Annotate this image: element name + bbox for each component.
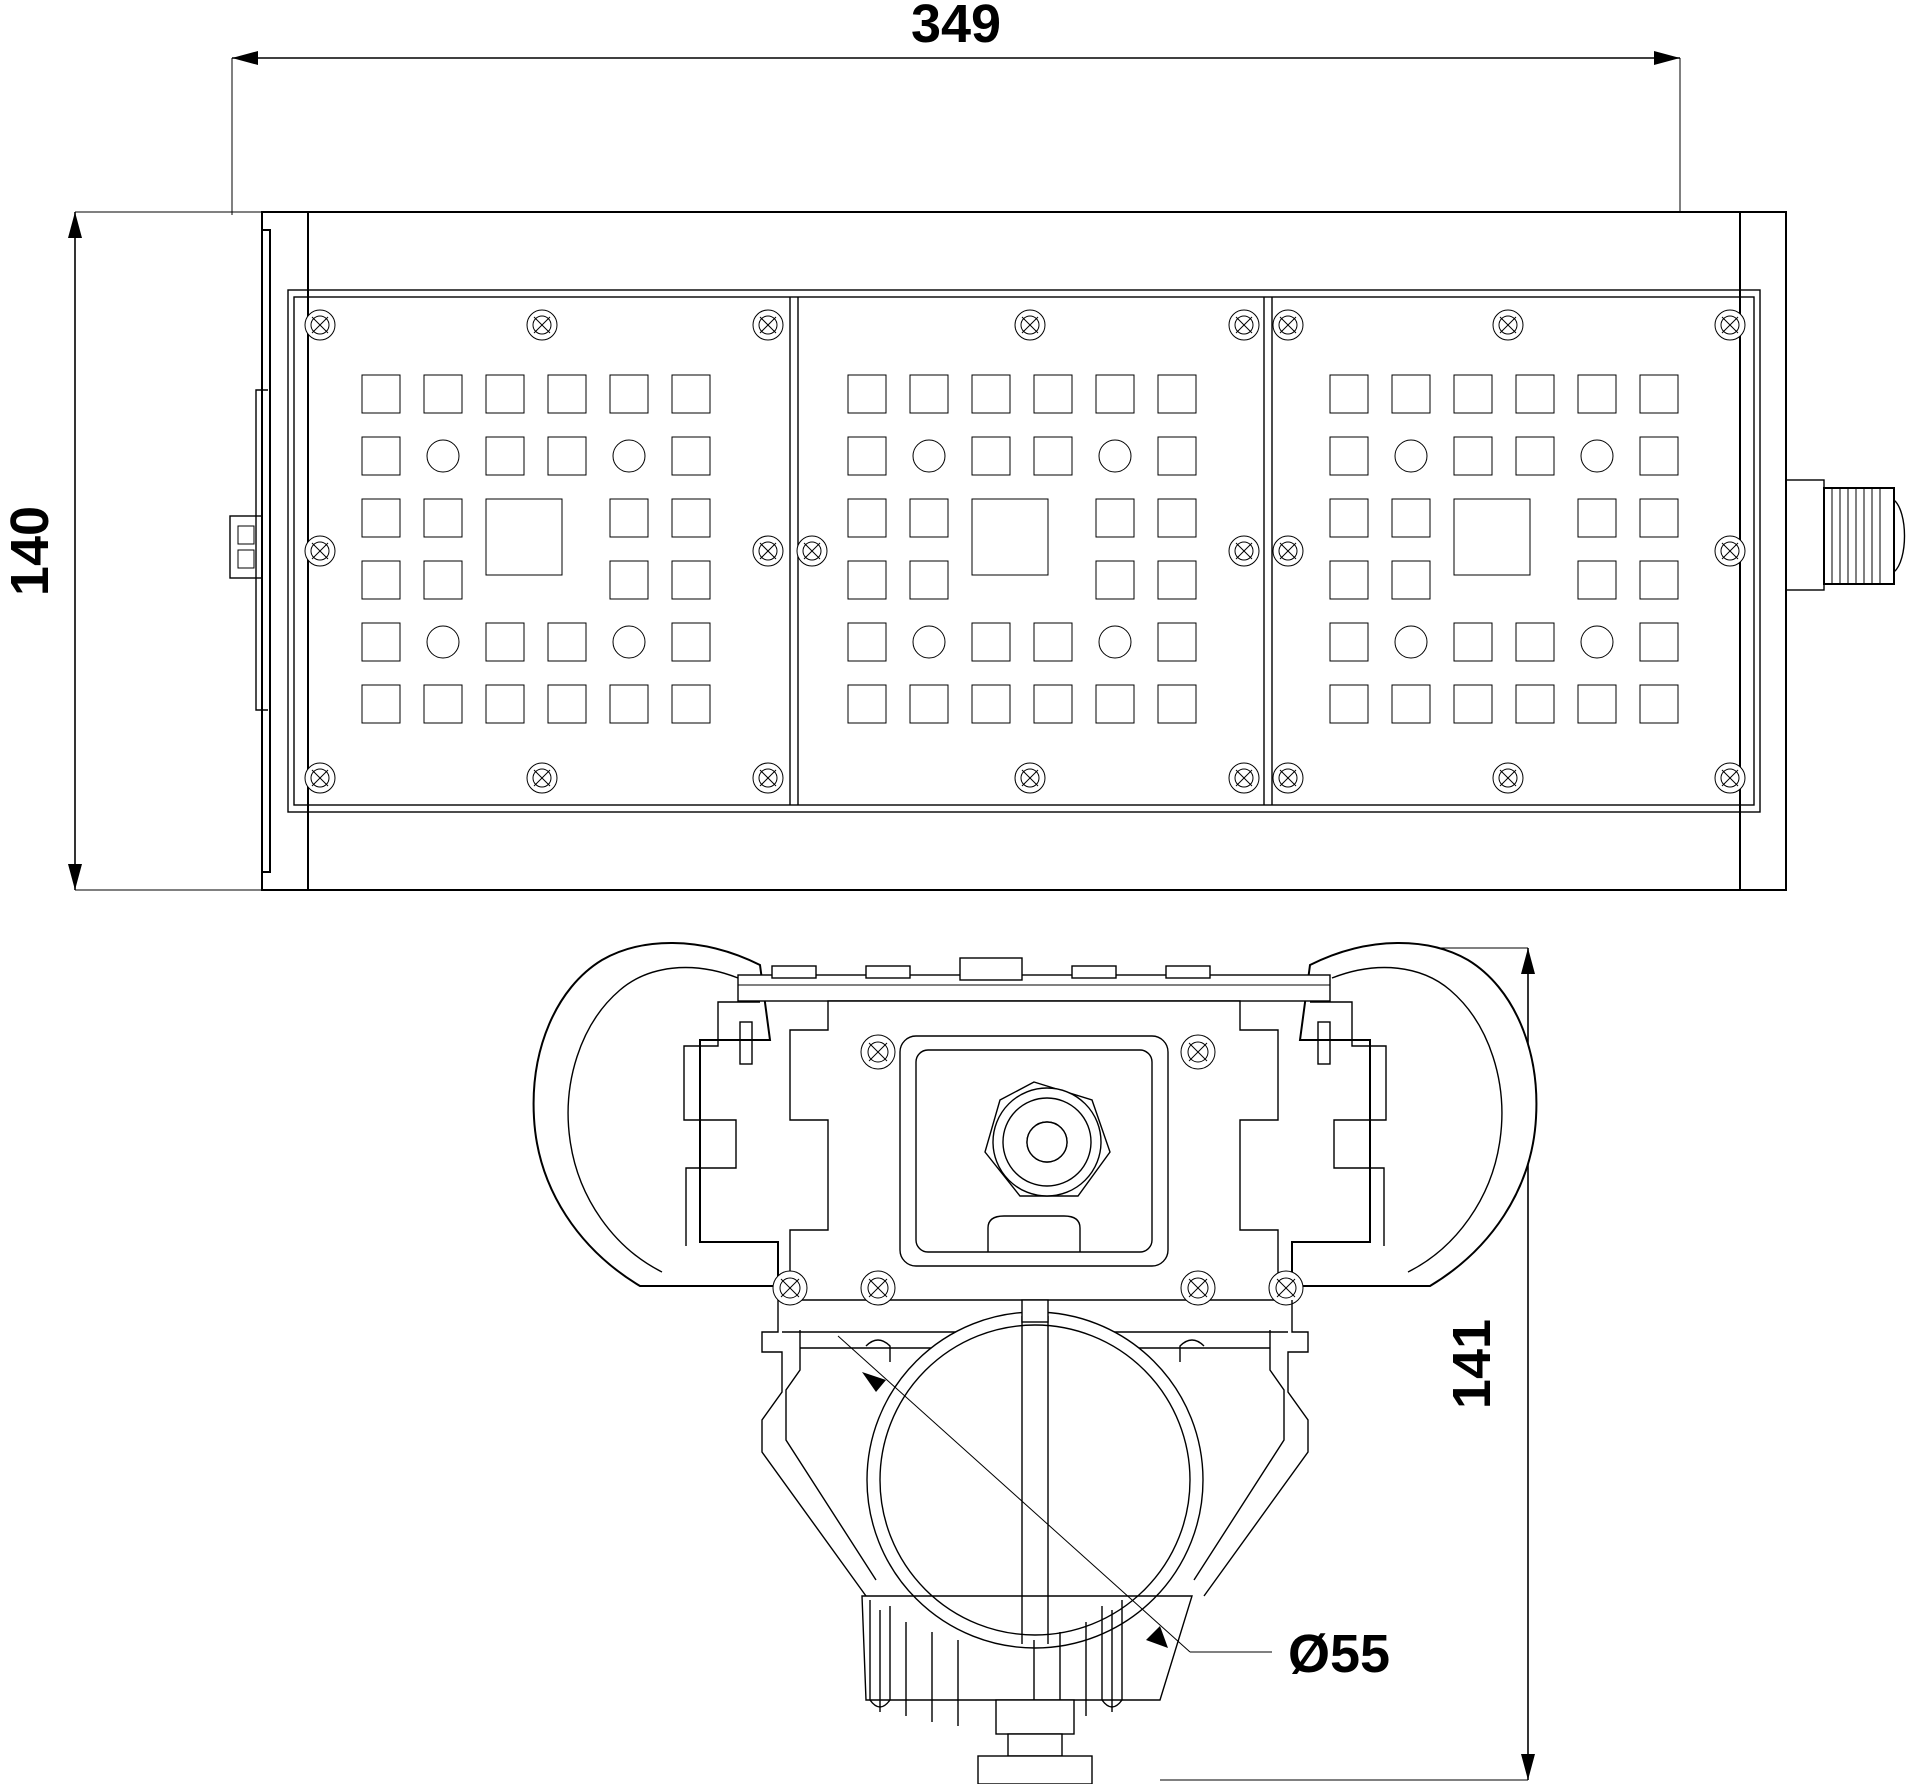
- side-view: [534, 943, 1537, 1784]
- front-cable-gland: [1786, 480, 1905, 590]
- dimension-pole-diameter-label: Ø55: [1288, 1624, 1391, 1684]
- dimension-height-label: 140: [0, 505, 60, 597]
- front-view: [230, 212, 1905, 890]
- front-left-endcap: [262, 212, 308, 890]
- front-right-endcap: [1740, 212, 1786, 890]
- dimension-width-label: 349: [910, 0, 1002, 54]
- dimension-width-349: [232, 0, 1680, 215]
- side-top-lens-bar: [738, 958, 1330, 1001]
- dimension-depth-label: 141: [1442, 1318, 1502, 1410]
- dimension-height-140: [0, 212, 262, 890]
